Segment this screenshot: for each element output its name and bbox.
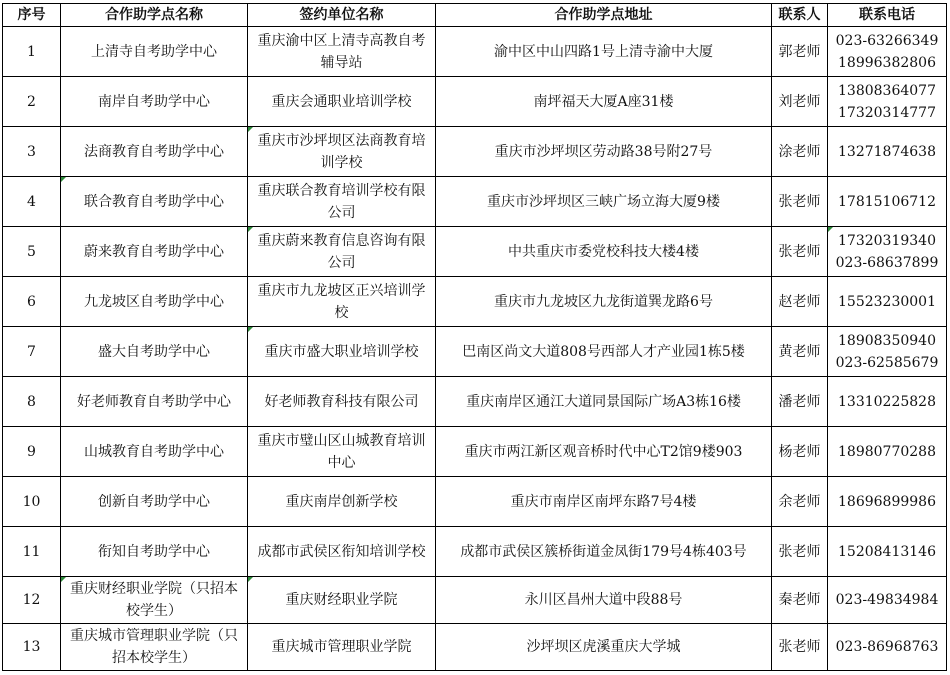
row-address: 中共重庆市委党校科技大楼4楼 [436, 227, 772, 277]
header-contract-unit: 签约单位名称 [248, 4, 436, 27]
phone-number: 17320319340 [838, 232, 936, 249]
row-no: 2 [3, 77, 61, 127]
row-phone [828, 127, 947, 177]
row-address: 渝中区中山四路1号上清寺渝中大厦 [436, 27, 772, 77]
row-address: 沙坪坝区虎溪重庆大学城 [436, 624, 772, 671]
row-contact: 刘老师 [772, 77, 828, 127]
phone-number: 17320314777 [838, 104, 936, 121]
phone-number: 18696899986 [838, 493, 936, 510]
phone-number: 13271874638 [838, 143, 936, 160]
row-center-name: 创新自考助学中心 [61, 477, 248, 527]
row-phone [828, 77, 947, 127]
row-contract-unit: 重庆南岸创新学校 [248, 477, 436, 527]
table-row [3, 427, 947, 477]
row-phone [828, 27, 947, 77]
row-center-name: 联合教育自考助学中心 [61, 177, 248, 227]
row-address: 永川区昌州大道中段88号 [436, 577, 772, 624]
row-address: 重庆市九龙坡区九龙街道巽龙路6号 [436, 277, 772, 327]
row-address: 重庆市南岸区南坪东路7号4楼 [436, 477, 772, 527]
phone-number: 15523230001 [838, 293, 936, 310]
row-contract-unit: 重庆联合教育培训学校有限公司 [248, 177, 436, 227]
phone-number: 023-86968763 [835, 639, 939, 655]
table-row [3, 577, 947, 624]
row-address: 重庆市沙坪坝区三峡广场立海大厦9楼 [436, 177, 772, 227]
row-contact: 张老师 [772, 624, 828, 671]
row-phone [828, 527, 947, 577]
row-contract-unit: 重庆市九龙坡区正兴培训学校 [248, 277, 436, 327]
row-center-name: 南岸自考助学中心 [61, 77, 248, 127]
row-phone [828, 624, 947, 671]
row-center-name: 盛大自考助学中心 [61, 327, 248, 377]
header-no: 序号 [3, 4, 61, 27]
row-phone [828, 577, 947, 624]
row-contact: 张老师 [772, 177, 828, 227]
phone-number: 023-62585679 [835, 354, 939, 371]
row-contact: 杨老师 [772, 427, 828, 477]
table-row [3, 77, 947, 127]
phone-number: 023-68637899 [835, 254, 939, 271]
phone-number: 13310225828 [838, 393, 936, 410]
row-no: 7 [3, 327, 61, 377]
row-phone [828, 227, 947, 277]
table-row [3, 27, 947, 77]
phone-number: 18996382806 [838, 54, 936, 71]
table-row [3, 327, 947, 377]
row-address: 南坪福天大厦A座31楼 [436, 77, 772, 127]
row-phone [828, 377, 947, 427]
row-no: 4 [3, 177, 61, 227]
row-no: 1 [3, 27, 61, 77]
row-contract-unit: 重庆市盛大职业培训学校 [248, 327, 436, 377]
row-center-name: 法商教育自考助学中心 [61, 127, 248, 177]
row-no: 13 [3, 624, 61, 671]
row-no: 3 [3, 127, 61, 177]
row-center-name: 上清寺自考助学中心 [61, 27, 248, 77]
row-contract-unit: 重庆会通职业培训学校 [248, 77, 436, 127]
table-row [3, 127, 947, 177]
phone-number: 15208413146 [838, 543, 936, 560]
phone-number: 023-63266349 [835, 32, 939, 49]
table-row [3, 227, 947, 277]
row-contact: 郭老师 [772, 27, 828, 77]
row-no: 12 [3, 577, 61, 624]
row-phone [828, 177, 947, 227]
row-contract-unit: 重庆财经职业学院 [248, 577, 436, 624]
row-center-name: 重庆财经职业学院（只招本校学生） [61, 577, 248, 624]
row-address: 重庆南岸区通江大道同景国际广场A3栋16楼 [436, 377, 772, 427]
row-no: 10 [3, 477, 61, 527]
row-phone [828, 477, 947, 527]
row-address: 成都市武侯区簇桥街道金凤街179号4栋403号 [436, 527, 772, 577]
row-contract-unit: 重庆市璧山区山城教育培训中心 [248, 427, 436, 477]
row-center-name: 好老师教育自考助学中心 [61, 377, 248, 427]
row-center-name: 蔚来教育自考助学中心 [61, 227, 248, 277]
row-no: 5 [3, 227, 61, 277]
row-phone [828, 327, 947, 377]
row-contact: 涂老师 [772, 127, 828, 177]
row-contract-unit: 重庆市沙坪坝区法商教育培训学校 [248, 127, 436, 177]
row-contact: 黄老师 [772, 327, 828, 377]
row-contact: 张老师 [772, 527, 828, 577]
row-contact: 潘老师 [772, 377, 828, 427]
table-row [3, 277, 947, 327]
row-no: 9 [3, 427, 61, 477]
table-row [3, 477, 947, 527]
row-phone [828, 277, 947, 327]
phone-number: 18908350940 [838, 332, 936, 349]
table-row [3, 527, 947, 577]
row-no: 11 [3, 527, 61, 577]
header-address: 合作助学点地址 [436, 4, 772, 27]
row-no: 8 [3, 377, 61, 427]
phone-number: 023-49834984 [835, 592, 939, 608]
row-center-name: 衔知自考助学中心 [61, 527, 248, 577]
table-row [3, 177, 947, 227]
phone-number: 18980770288 [838, 443, 936, 460]
row-contract-unit: 重庆城市管理职业学院 [248, 624, 436, 671]
phone-number: 17815106712 [838, 193, 936, 210]
row-phone [828, 427, 947, 477]
row-center-name: 重庆城市管理职业学院（只招本校学生） [61, 624, 248, 671]
row-address: 巴南区尚文大道808号西部人才产业园1栋5楼 [436, 327, 772, 377]
row-no: 6 [3, 277, 61, 327]
row-contact: 秦老师 [772, 577, 828, 624]
row-contact: 赵老师 [772, 277, 828, 327]
row-contact: 余老师 [772, 477, 828, 527]
header-contact: 联系人 [772, 4, 828, 27]
row-address: 重庆市沙坪坝区劳动路38号附27号 [436, 127, 772, 177]
row-contract-unit: 重庆蔚来教育信息咨询有限公司 [248, 227, 436, 277]
header-phone: 联系电话 [828, 4, 947, 27]
cooperation-centers-table [2, 3, 947, 671]
row-center-name: 九龙坡区自考助学中心 [61, 277, 248, 327]
row-contact: 张老师 [772, 227, 828, 277]
row-center-name: 山城教育自考助学中心 [61, 427, 248, 477]
row-contract-unit: 重庆渝中区上清寺高教自考辅导站 [248, 27, 436, 77]
row-address: 重庆市两江新区观音桥时代中心T2馆9楼903 [436, 427, 772, 477]
header-row [3, 4, 947, 27]
row-contract-unit: 好老师教育科技有限公司 [248, 377, 436, 427]
header-center-name: 合作助学点名称 [61, 4, 248, 27]
table-row [3, 377, 947, 427]
phone-number: 13808364077 [838, 82, 936, 99]
row-contract-unit: 成都市武侯区衔知培训学校 [248, 527, 436, 577]
table-row [3, 624, 947, 671]
